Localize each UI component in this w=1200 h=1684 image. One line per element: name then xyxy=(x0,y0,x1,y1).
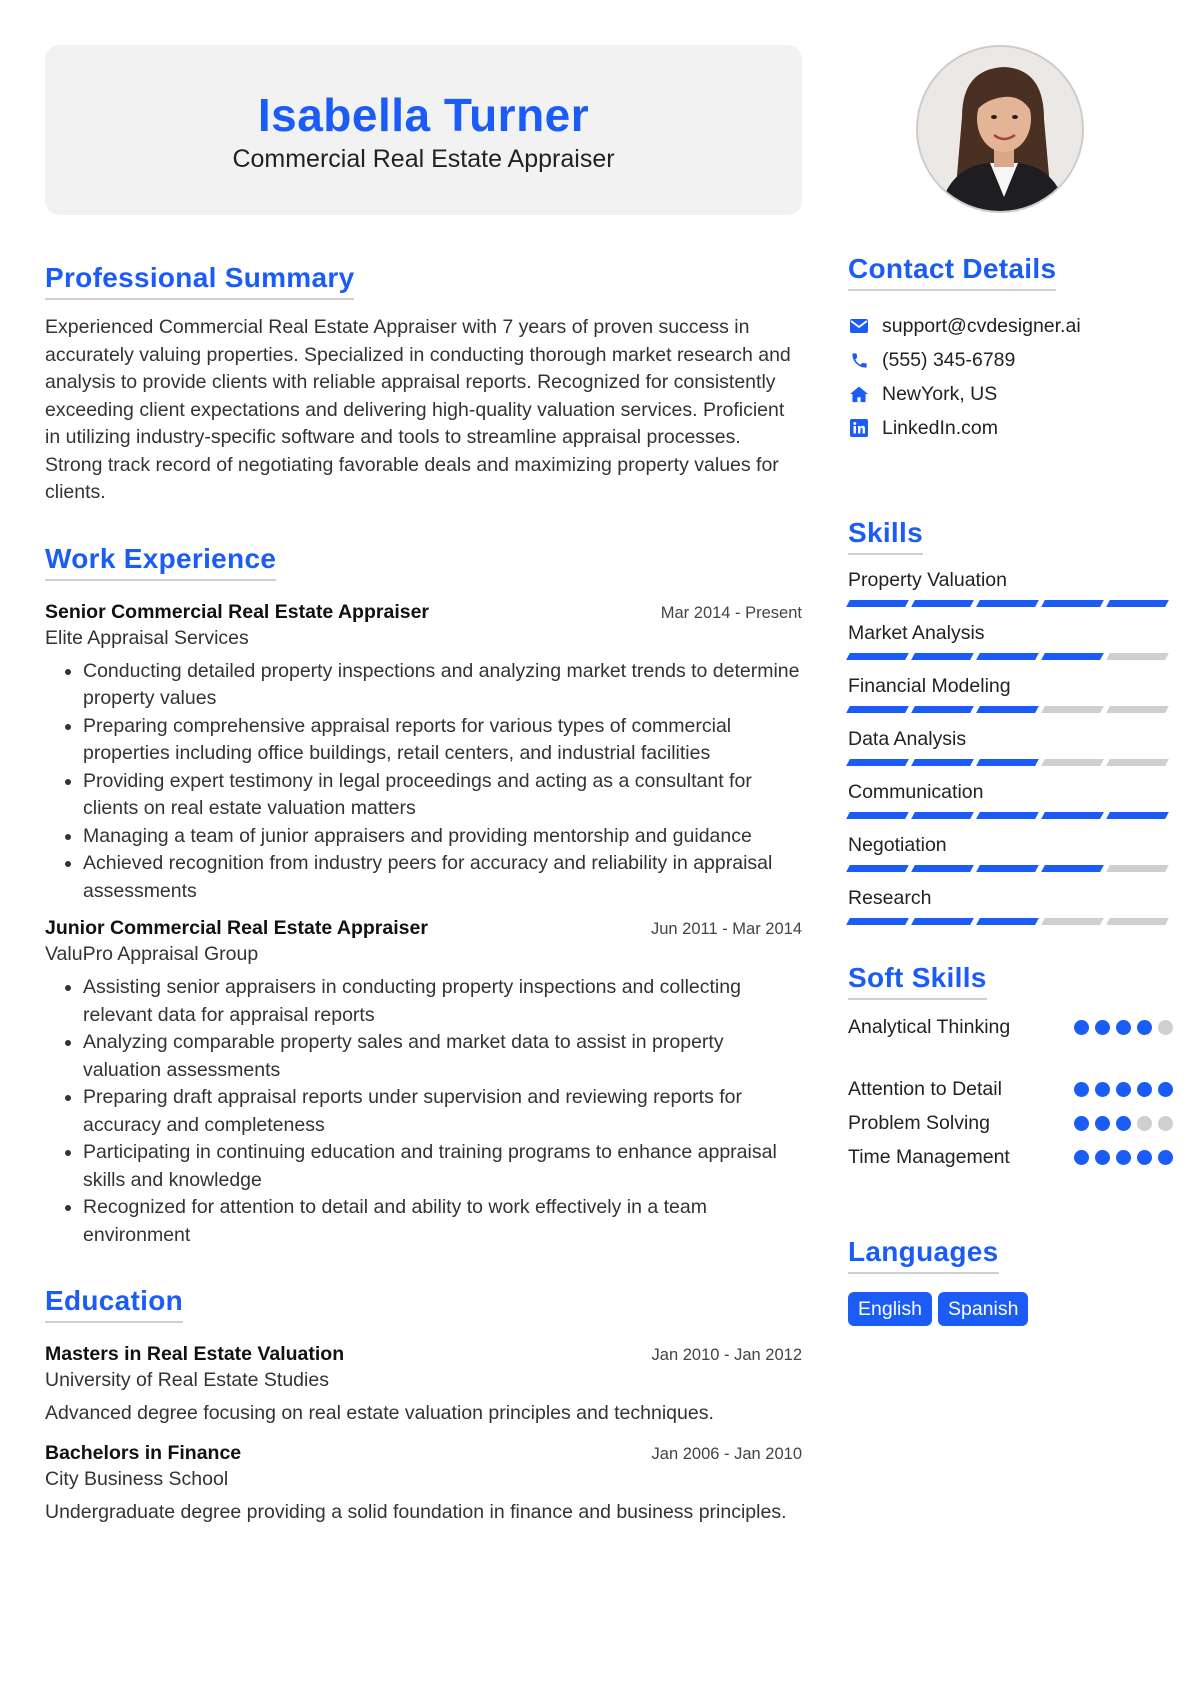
job-title: Senior Commercial Real Estate Appraiser xyxy=(45,600,430,623)
skill-item xyxy=(848,830,1173,873)
bullet-item: • Managing a team of junior appraisers and providing mentorship and guidance xyxy=(83,823,802,851)
skills-heading: Skills xyxy=(848,517,923,555)
education-entry xyxy=(45,1442,802,1527)
skill-label: Financial Modeling xyxy=(848,675,1011,697)
skill-level-segment xyxy=(846,653,909,660)
contact-heading: Contact Details xyxy=(848,253,1056,291)
soft-skill-rating xyxy=(1074,1150,1173,1165)
soft-skills-list xyxy=(848,1010,1173,1174)
work-heading: Work Experience xyxy=(45,543,276,581)
home-icon xyxy=(848,383,870,405)
rating-dot xyxy=(1095,1020,1110,1035)
skill-level-segment xyxy=(976,812,1039,819)
rating-dot xyxy=(1137,1020,1152,1035)
skill-level-bar xyxy=(848,812,1173,820)
skill-label: Negotiation xyxy=(848,834,947,856)
skill-level-segment xyxy=(911,918,974,925)
phone-icon xyxy=(848,349,870,371)
skill-level-bar xyxy=(848,600,1173,608)
summary-heading: Professional Summary xyxy=(45,262,354,300)
skill-level-segment xyxy=(976,865,1039,872)
skill-level-segment xyxy=(846,600,909,607)
contact-linkedin[interactable] xyxy=(848,411,1173,445)
education-description: Advanced degree focusing on real estate valuation principles and techniques. xyxy=(45,1402,714,1424)
soft-skills-section xyxy=(848,962,1173,1174)
bullet-item: • Assisting senior appraisers in conducting property inspections and collecting relevant data for appraisal reports xyxy=(83,974,802,1029)
rating-dot xyxy=(1158,1082,1173,1097)
skill-item xyxy=(848,883,1173,926)
skill-level-segment xyxy=(911,812,974,819)
skill-label: Research xyxy=(848,887,932,909)
skill-level-segment xyxy=(911,759,974,766)
skill-item xyxy=(848,565,1173,608)
soft-skill-rating xyxy=(1074,1082,1173,1097)
language-badges xyxy=(848,1292,1173,1326)
contact-phone[interactable] xyxy=(848,343,1173,377)
rating-dot xyxy=(1137,1116,1152,1131)
skill-level-bar xyxy=(848,653,1173,661)
bullet-item: • Participating in continuing education and training programs to enhance appraisal skills and knowledge xyxy=(83,1139,802,1194)
degree-title: Masters in Real Estate Valuation xyxy=(45,1343,345,1365)
bullet-item: • Conducting detailed property inspections and analyzing market trends to determine property values xyxy=(83,658,802,713)
candidate-name: Isabella Turner xyxy=(257,88,590,141)
rating-dot xyxy=(1095,1150,1110,1165)
education-date: Jan 2010 - Jan 2012 xyxy=(651,1346,802,1364)
skill-level-bar xyxy=(848,706,1173,714)
skills-section xyxy=(848,517,1173,926)
email-text: support@cvdesigner.ai xyxy=(882,314,1081,337)
skill-level-segment xyxy=(911,706,974,713)
skill-item xyxy=(848,618,1173,661)
rating-dot xyxy=(1158,1020,1173,1035)
skill-label: Communication xyxy=(848,781,984,803)
rating-dot xyxy=(1116,1150,1131,1165)
skill-level-segment xyxy=(976,706,1039,713)
language-badge: English xyxy=(848,1292,932,1326)
job-title: Junior Commercial Real Estate Appraiser xyxy=(45,917,428,939)
phone-text: (555) 345-6789 xyxy=(882,348,1016,371)
soft-skills-heading: Soft Skills xyxy=(848,962,987,1000)
rating-dot xyxy=(1137,1082,1152,1097)
rating-dot xyxy=(1137,1150,1152,1165)
school-name: University of Real Estate Studies xyxy=(45,1369,329,1391)
education-section xyxy=(45,1285,802,1526)
location-text: NewYork, US xyxy=(882,382,998,405)
degree-title: Bachelors in Finance xyxy=(45,1441,242,1464)
envelope-icon xyxy=(848,315,870,337)
bullet-item: • Preparing comprehensive appraisal reports for various types of commercial properties including office buildings, retail centers, and industrial facilities xyxy=(83,713,802,768)
bullet-item: • Analyzing comparable property sales and market data to assist in property valuation assessments xyxy=(83,1029,802,1084)
skill-level-segment xyxy=(911,653,974,660)
skill-level-segment xyxy=(976,600,1039,607)
skill-level-segment xyxy=(846,865,909,872)
job-title: Commercial Real Estate Appraiser xyxy=(232,144,615,173)
skill-level-segment xyxy=(911,600,974,607)
skill-level-bar xyxy=(848,865,1173,873)
skill-level-segment xyxy=(1041,759,1104,766)
job-bullets xyxy=(45,974,802,1249)
skill-level-segment xyxy=(1041,600,1104,607)
job-date: Mar 2014 - Present xyxy=(660,603,802,622)
soft-skill-rating xyxy=(1074,1020,1173,1035)
rating-dot xyxy=(1116,1116,1131,1131)
education-heading: Education xyxy=(45,1285,183,1323)
job-date: Jun 2011 - Mar 2014 xyxy=(650,920,802,938)
bullet-item: • Providing expert testimony in legal proceedings and acting as a consultant for clients on real estate valuation matters xyxy=(83,768,802,823)
soft-skill-row xyxy=(848,1010,1173,1044)
skill-level-segment xyxy=(846,706,909,713)
rating-dot xyxy=(1095,1116,1110,1131)
soft-skill-label: Attention to Detail xyxy=(848,1077,1002,1100)
contact-section xyxy=(848,253,1173,445)
soft-skill-row xyxy=(848,1072,1173,1106)
skill-level-segment xyxy=(1106,706,1169,713)
job-bullets xyxy=(45,658,802,906)
skill-level-segment xyxy=(1106,865,1169,872)
rating-dot xyxy=(1116,1082,1131,1097)
linkedin-text: LinkedIn.com xyxy=(882,416,998,439)
languages-heading: Languages xyxy=(848,1236,999,1274)
skill-level-segment xyxy=(1041,706,1104,713)
skill-level-segment xyxy=(976,653,1039,660)
company-name: Elite Appraisal Services xyxy=(45,626,249,649)
bullet-item: • Preparing draft appraisal reports under supervision and reviewing reports for accuracy and completeness xyxy=(83,1084,802,1139)
school-name: City Business School xyxy=(45,1467,229,1490)
skill-item xyxy=(848,777,1173,820)
soft-skill-label: Analytical Thinking xyxy=(848,1015,1011,1038)
skills-list xyxy=(848,565,1173,926)
summary-text: Experienced Commercial Real Estate Appraiser with 7 years of proven success in accurately valuing properties. Specialized in conducting thorough market research and analysis to provide clients with reliable appraisal reports. Recognized for consistently exceeding client expectations and delivering high-quality valuation services. Proficient in utilizing industry-specific software and tools to streamline appraisal processes. Strong track record of negotiating favorable deals and maximizing property values for clients. xyxy=(45,316,791,503)
rating-dot xyxy=(1158,1150,1173,1165)
bullet-item: • Recognized for attention to detail and ability to work effectively in a team environment xyxy=(83,1194,802,1249)
linkedin-icon xyxy=(848,417,870,439)
skill-level-segment xyxy=(976,759,1039,766)
skill-level-segment xyxy=(1041,918,1104,925)
sidebar xyxy=(848,45,1173,1326)
rating-dot xyxy=(1095,1082,1110,1097)
profile-photo xyxy=(916,45,1084,213)
soft-skill-row xyxy=(848,1140,1173,1174)
summary-section xyxy=(45,262,802,507)
header xyxy=(45,45,802,215)
rating-dot xyxy=(1074,1082,1089,1097)
work-section xyxy=(45,543,802,1250)
contact-location xyxy=(848,377,1173,411)
skill-label: Property Valuation xyxy=(848,569,1007,591)
skill-level-segment xyxy=(1106,812,1169,819)
soft-skill-label: Problem Solving xyxy=(848,1111,990,1134)
job-entry xyxy=(45,601,802,906)
contact-email[interactable] xyxy=(848,309,1173,343)
soft-skill-label: Time Management xyxy=(848,1145,1010,1168)
skill-item xyxy=(848,671,1173,714)
skill-label: Market Analysis xyxy=(848,622,985,644)
skill-level-segment xyxy=(1106,918,1169,925)
rating-dot xyxy=(1074,1150,1089,1165)
skill-level-segment xyxy=(1106,600,1169,607)
bullet-item: • Achieved recognition from industry peers for accuracy and reliability in appraisal assessments xyxy=(83,850,802,905)
main-column xyxy=(45,45,802,1526)
rating-dot xyxy=(1158,1116,1173,1131)
soft-skill-rating xyxy=(1074,1116,1173,1131)
skill-level-segment xyxy=(911,865,974,872)
soft-skill-row xyxy=(848,1106,1173,1140)
skill-level-segment xyxy=(1106,759,1169,766)
education-description: Undergraduate degree providing a solid foundation in finance and business principles. xyxy=(45,1500,787,1523)
skill-level-segment xyxy=(976,918,1039,925)
skill-label: Data Analysis xyxy=(848,728,967,750)
education-entry xyxy=(45,1343,802,1428)
skill-level-bar xyxy=(848,918,1173,926)
skill-level-segment xyxy=(1041,865,1104,872)
language-badge: Spanish xyxy=(938,1292,1028,1326)
job-entry xyxy=(45,917,802,1249)
skill-level-segment xyxy=(1041,812,1104,819)
skill-level-bar xyxy=(848,759,1173,767)
languages-section xyxy=(848,1236,1173,1326)
company-name: ValuPro Appraisal Group xyxy=(45,943,259,965)
education-date: Jan 2006 - Jan 2010 xyxy=(651,1444,802,1463)
skill-item xyxy=(848,724,1173,767)
rating-dot xyxy=(1116,1020,1131,1035)
rating-dot xyxy=(1074,1116,1089,1131)
skill-level-segment xyxy=(846,918,909,925)
profile-photo-illustration xyxy=(918,47,1084,213)
skill-level-segment xyxy=(846,812,909,819)
rating-dot xyxy=(1074,1020,1089,1035)
skill-level-segment xyxy=(1041,653,1104,660)
skill-level-segment xyxy=(1106,653,1169,660)
skill-level-segment xyxy=(846,759,909,766)
